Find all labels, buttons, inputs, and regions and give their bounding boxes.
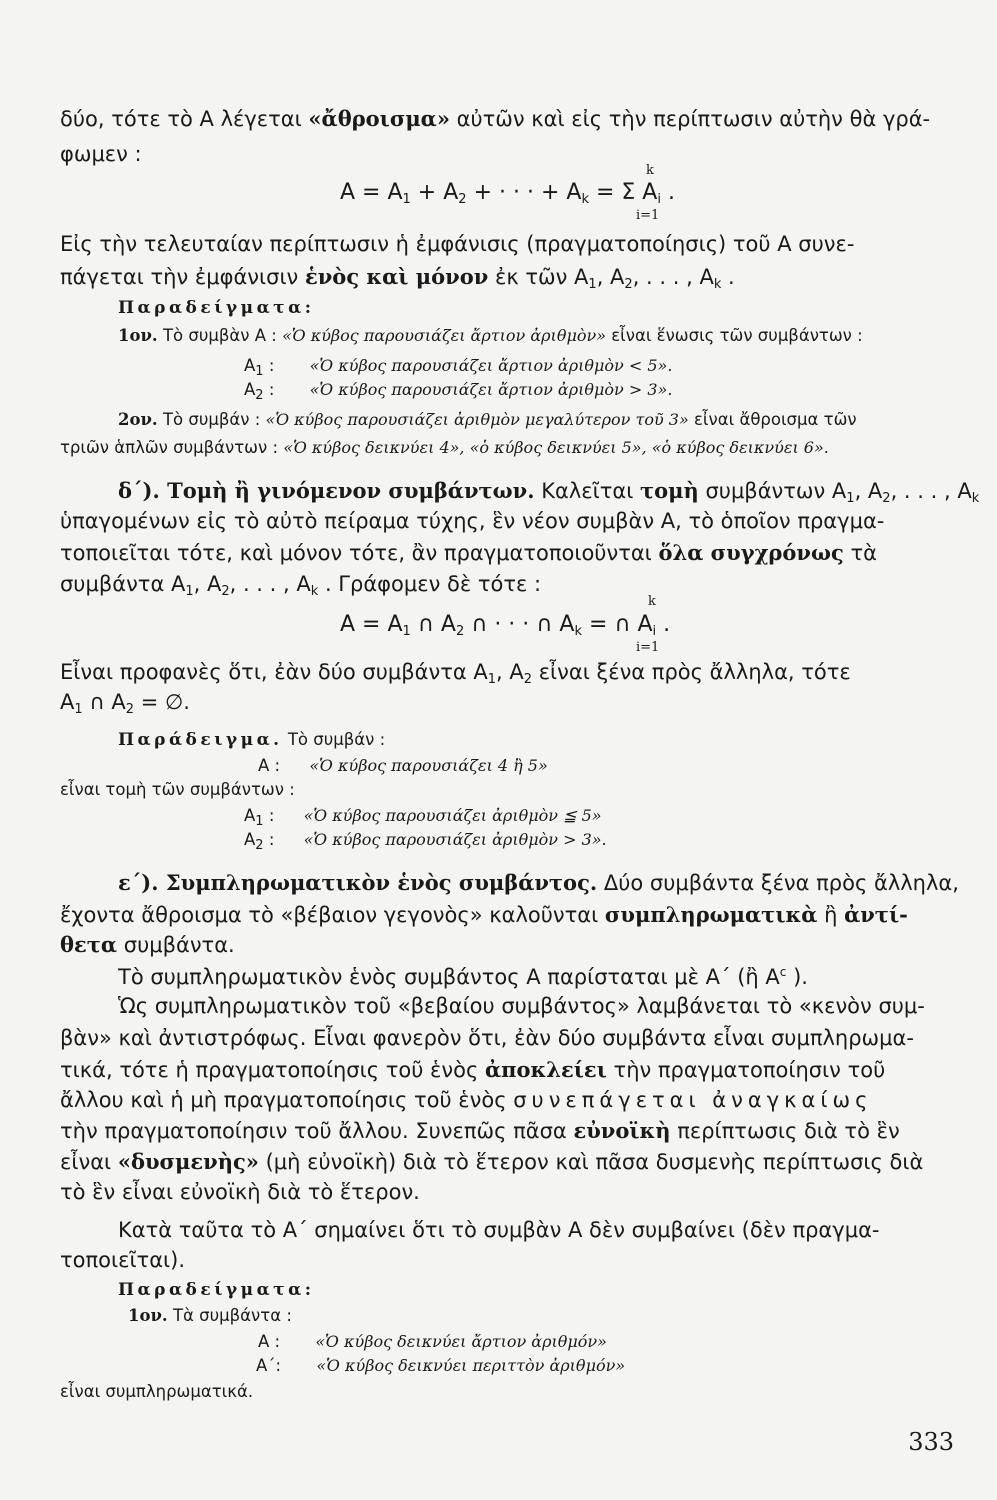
bold-term: «δυσμενὴς»: [117, 1149, 259, 1174]
sub: 1: [255, 814, 264, 829]
text: εἶναι ξένα πρὸς ἄλληλα, τότε: [532, 660, 851, 684]
bold-term: ἑνὸς καὶ μόνον: [304, 264, 489, 289]
text: Εἶναι προφανὲς ὅτι, ἐὰν δύο συμβάντα A: [60, 660, 488, 684]
sub: 2: [255, 838, 264, 853]
example-line: εἶναι τομὴ τῶν συμβάντων :: [60, 780, 295, 799]
text-line: [60, 542, 877, 564]
eq-part: .: [660, 180, 675, 205]
text: :: [263, 380, 275, 399]
text-line: τὸ ἓν εἶναι εὐνοϊκὴ διὰ τὸ ἕτερον.: [60, 1180, 420, 1204]
text: (μὴ εὐνοϊκὴ) διὰ τὸ ἕτερον καὶ πᾶσα δυσμενὴς περίπτωσις διὰ: [265, 1150, 924, 1174]
text: εἶναι ἕνωσις τῶν συμβάντων :: [611, 326, 863, 345]
text-line: ὑπαγομένων εἰς τὸ αὐτὸ πείραμα τύχης, ἓν νέον συμβὰν Α, τὸ ὁποῖον πραγμα-: [60, 509, 885, 533]
text: συμβάντων A: [705, 479, 847, 503]
text: τὰ: [850, 541, 877, 565]
bold-term: «ἄθροισμα»: [308, 106, 450, 131]
text: ἐκ τῶν A: [495, 265, 589, 289]
text-line: [60, 234, 854, 255]
eq-sub: 1: [402, 624, 411, 639]
quoted-event: «Ὁ κύβος παρουσιάζει ἄρτιον ἀριθμὸν»: [282, 326, 606, 345]
example-line: [244, 832, 607, 852]
text: Δύο συμβάντα ξένα πρὸς ἄλληλα,: [603, 871, 959, 895]
text: τοποιεῖται τότε, καὶ μόνον τότε, ἂν πραγματοποιοῦνται: [60, 541, 652, 565]
bold-term: εὐνοϊκὴ: [573, 1118, 671, 1143]
quoted-event: «Ὁ κύβος παρουσιάζει ἀριθμὸν μεγαλύτερον τοῦ 3»: [265, 410, 689, 429]
text: , A: [193, 572, 222, 596]
sub: 2: [255, 388, 264, 403]
example-number: 1ον.: [128, 1306, 168, 1325]
text: , A: [596, 265, 625, 289]
section-heading: δ΄). Τομὴ ἢ γινόμενον συμβάντων.: [118, 478, 535, 503]
eq-sub: 1: [402, 192, 411, 207]
text: ∩ A: [82, 690, 126, 714]
text: συμβάντα.: [123, 933, 235, 957]
text-line: [118, 872, 959, 894]
example-line: [60, 440, 829, 457]
sub: k: [310, 584, 319, 599]
text: δύο, τότε τὸ Α λέγεται: [60, 107, 302, 131]
eq-part: + A: [410, 180, 459, 205]
sub: 2: [523, 672, 533, 687]
text: :: [263, 830, 275, 849]
quoted-event: «Ὁ κύβος παρουσιάζει 4 ἢ 5»: [309, 756, 548, 775]
text: Τὸ συμβάν :: [162, 410, 261, 429]
text: Τὸ συμβάν :: [287, 730, 386, 749]
eq-part: ∩ · · · ∩ A: [464, 612, 575, 637]
superscript: c: [779, 965, 787, 979]
text: , . . . , A: [890, 479, 972, 503]
event-symbol: A: [244, 830, 256, 849]
example-line: [118, 732, 385, 749]
eq-sub: k: [574, 624, 582, 639]
bold-term: ἀντί-: [844, 902, 908, 927]
bold-term: ἀποκλείει: [485, 1057, 607, 1082]
sub: 2: [125, 702, 135, 717]
eq-part: = ∩ A: [581, 612, 653, 637]
text: = ∅.: [134, 690, 190, 714]
intersection-equation: [340, 612, 670, 639]
text: τριῶν ἁπλῶν συμβάντων :: [60, 438, 279, 457]
quoted-event: «Ὁ κύβος παρουσιάζει ἄρτιον ἀριθμὸν < 5».: [309, 356, 673, 375]
text: :: [263, 806, 275, 825]
event-symbol: A :: [258, 756, 281, 775]
text: πάγεται τὴν ἐμφάνισιν: [60, 265, 299, 289]
example-line: [118, 328, 863, 345]
text: A: [60, 690, 75, 714]
text-line: [60, 1059, 885, 1081]
quoted-event: «Ὁ κύβος δεικνύει 4», «ὁ κύβος δεικνύει 5», «ὁ κύβος δεικνύει 6».: [283, 438, 829, 457]
text: Εἰς τὴν τελευταίαν περίπτωσιν ἡ ἐμφάνισις (πραγματοποίησις) τοῦ Α συνε-: [60, 232, 855, 256]
page-number: 333: [908, 1428, 954, 1456]
eq-part: ∩ A: [410, 612, 456, 637]
text-line: [60, 266, 735, 291]
example-line: [118, 412, 857, 429]
text-line: [60, 692, 190, 716]
examples-heading: Παραδείγματα:: [118, 298, 315, 318]
intersection-lower-limit: i=1: [636, 640, 660, 655]
quoted-event: «Ὁ κύβος παρουσιάζει ἀριθμὸν > 3».: [303, 830, 607, 849]
text-line: Κατὰ ταῦτα τὸ Α΄ σημαίνει ὅτι τὸ συμβὰν Α δὲν συμβαίνει (δὲν πραγμα-: [118, 1218, 880, 1242]
event-symbol: A: [244, 806, 256, 825]
event-symbol: A΄:: [256, 1356, 282, 1375]
text: . Γράφομεν δὲ τότε :: [318, 572, 542, 596]
eq-sub: 2: [458, 192, 467, 207]
example-heading: Παράδειγμα.: [118, 730, 283, 750]
text: Καλεῖται: [541, 479, 634, 503]
quoted-event: «Ὁ κύβος παρουσιάζει ἀριθμὸν ≦ 5»: [303, 806, 602, 825]
text: συμβάντα A: [60, 572, 186, 596]
eq-part: .: [656, 612, 671, 637]
text-line: [60, 1120, 900, 1142]
event-symbol: A: [244, 356, 256, 375]
text: .: [721, 265, 735, 289]
sub: 1: [846, 491, 855, 506]
sub: 1: [185, 584, 194, 599]
text: , A: [854, 479, 883, 503]
eq-sub: k: [581, 192, 589, 207]
eq-sub: i: [652, 624, 657, 639]
text: :: [263, 356, 275, 375]
text: Τὰ συμβάντα :: [172, 1306, 292, 1325]
bold-term: συμπληρωματικὰ: [604, 902, 818, 927]
text: , A: [496, 660, 524, 684]
eq-part: + · · · + A: [466, 180, 582, 205]
examples-heading: Παραδείγματα:: [118, 1280, 315, 1300]
example-line: [256, 1358, 625, 1375]
text-line: [60, 934, 235, 956]
sum-upper-limit: k: [646, 163, 654, 178]
text: περίπτωσις διὰ τὸ ἓν: [677, 1119, 900, 1143]
sub: 1: [487, 672, 497, 687]
bold-term: τομὴ: [640, 478, 699, 503]
text-line: [60, 108, 930, 130]
text: εἶναι ἄθροισμα τῶν: [694, 410, 857, 429]
quoted-event: «Ὁ κύβος δεικνύει περιττὸν ἀριθμόν»: [316, 1356, 626, 1375]
text-line: [118, 966, 808, 988]
text: ).: [786, 965, 808, 989]
bold-term: θετα: [60, 932, 118, 957]
sub: 1: [588, 277, 597, 292]
example-line: [128, 1308, 292, 1325]
text-line: τοποιεῖται).: [60, 1248, 186, 1272]
sub: k: [971, 491, 980, 506]
text: , . . . , A: [229, 572, 311, 596]
spaced-term: συνεπάγεται ἀναγκαίως: [513, 1088, 873, 1112]
example-line: [244, 808, 602, 828]
eq-part: = Σ A: [588, 180, 658, 205]
sub: k: [713, 277, 722, 292]
sub: 2: [882, 491, 891, 506]
example-number: 2ον.: [118, 410, 158, 429]
example-line: [258, 758, 548, 775]
text-line: [60, 1090, 872, 1111]
bold-term: ὅλα συγχρόνως: [658, 540, 844, 565]
sum-lower-limit: i=1: [636, 208, 660, 223]
eq-part: A = A: [340, 612, 403, 637]
text: Τὸ συμβὰν Α :: [162, 326, 277, 345]
example-line: [244, 382, 672, 402]
text: ἢ: [824, 903, 838, 927]
event-symbol: A: [244, 380, 256, 399]
example-line: εἶναι συμπληρωματικά.: [60, 1382, 254, 1401]
example-line: [258, 1334, 607, 1351]
text-line: [60, 574, 541, 598]
text-line: [60, 144, 142, 165]
event-symbol: A :: [258, 1332, 281, 1351]
intersection-upper-limit: k: [648, 594, 656, 609]
eq-sub: i: [657, 192, 661, 207]
sub: 1: [255, 364, 264, 379]
text: τὴν πραγματοποίησιν τοῦ: [613, 1058, 886, 1082]
text: , . . . , A: [632, 265, 714, 289]
text: Τὸ συμπληρωματικὸν ἑνὸς συμβάντος Α παρίσταται μὲ Α΄ (ἢ Α: [118, 965, 780, 989]
text: φωμεν :: [60, 142, 142, 166]
text-line: [118, 480, 979, 505]
sub: 1: [74, 702, 83, 717]
text-line: [60, 904, 908, 926]
text: τὴν πραγματοποίησιν τοῦ ἄλλου. Συνεπῶς πᾶσα: [60, 1119, 567, 1143]
sum-equation: [340, 180, 675, 207]
text-line: βὰν» καὶ ἀντιστρόφως. Εἶναι φανερὸν ὅτι, ἐὰν δύο συμβάντα εἶναι συμπληρωμα-: [60, 1026, 914, 1050]
section-heading: ε΄). Συμπληρωματικὸν ἑνὸς συμβάντος.: [118, 870, 598, 895]
sub: 2: [221, 584, 230, 599]
eq-sub: 2: [455, 624, 465, 639]
eq-part: A = A: [340, 180, 403, 205]
text: εἶναι: [60, 1150, 112, 1174]
quoted-event: «Ὁ κύβος δεικνύει ἄρτιον ἀριθμόν»: [315, 1332, 607, 1351]
quoted-event: «Ὁ κύβος παρουσιάζει ἄρτιον ἀριθμὸν > 3».: [309, 380, 673, 399]
text: αὐτῶν καὶ εἰς τὴν περίπτωσιν αὐτὴν θὰ γρά-: [456, 107, 931, 131]
sub: 2: [624, 277, 633, 292]
example-number: 1ον.: [118, 326, 158, 345]
text-line: [60, 662, 851, 686]
example-line: [244, 358, 672, 378]
text: τικά, τότε ἡ πραγματοποίησις τοῦ ἑνὸς: [60, 1058, 479, 1082]
text: ἔχοντα ἄθροισμα τὸ «βέβαιον γεγονὸς» καλοῦνται: [60, 903, 599, 927]
text-line: Ὡς συμπληρωματικὸν τοῦ «βεβαίου συμβάντος» λαμβάνεται τὸ «κενὸν συμ-: [118, 994, 925, 1018]
text-line: [60, 1151, 923, 1173]
text: ἄλλου καὶ ἡ μὴ πραγματοποίησις τοῦ ἑνὸς: [60, 1088, 507, 1112]
